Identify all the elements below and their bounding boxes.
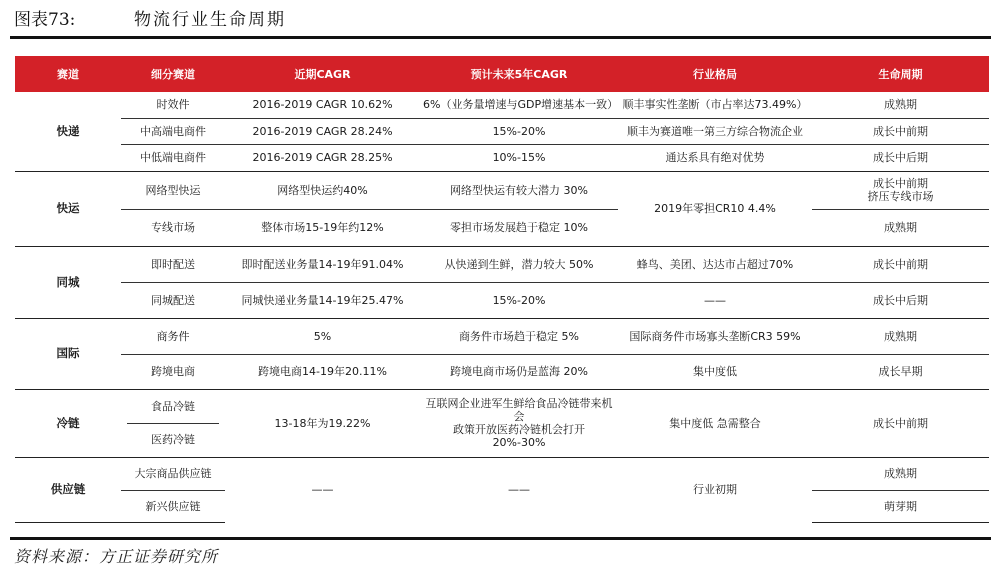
structure-cell: 行业初期 bbox=[693, 483, 737, 497]
future-line: 互联网企业进军生鲜给食品冷链带来机会 bbox=[425, 397, 613, 423]
table-row bbox=[15, 209, 989, 246]
table-row bbox=[15, 171, 989, 209]
lifecycle-cell: 成长中前期 bbox=[812, 246, 989, 282]
lifecycle-cell: 成熟期 bbox=[812, 209, 989, 246]
lifecycle-cell: 成长中后期 bbox=[812, 282, 989, 318]
table-row bbox=[15, 354, 989, 389]
subsegment-cell: 即时配送 bbox=[121, 246, 225, 282]
structure-cell: 顺丰事实性垄断（市占率达73.49%） bbox=[618, 92, 812, 118]
header-future-cagr: 预计未来5年CAGR bbox=[420, 56, 618, 92]
recent-cagr-cell: 整体市场15-19年约12% bbox=[225, 209, 420, 246]
structure-cell: —— bbox=[618, 282, 812, 318]
header-subsegment: 细分赛道 bbox=[121, 56, 225, 92]
header-structure: 行业格局 bbox=[618, 56, 812, 92]
subsegment-cell: 中高端电商件 bbox=[121, 118, 225, 144]
subsegment-cell: 商务件 bbox=[121, 318, 225, 354]
segment-cell: 快递 bbox=[15, 92, 121, 171]
recent-cagr-cell: —— bbox=[311, 483, 334, 497]
header-segment: 赛道 bbox=[15, 56, 121, 92]
subsegment-line: 医药冷链 bbox=[151, 432, 195, 446]
bottom-rule bbox=[10, 537, 991, 540]
future-line: 政策开放医药冷链机会打开 bbox=[453, 423, 585, 436]
recent-cagr-cell: 13-18年为19.22% bbox=[225, 389, 420, 457]
table-row bbox=[15, 318, 989, 354]
future-cagr-cell: 网络型快运有较大潜力 30% bbox=[420, 171, 618, 209]
subsegment-cell: 中低端电商件 bbox=[121, 144, 225, 171]
lifecycle-cell: 成熟期 bbox=[812, 92, 989, 118]
lifecycle-cell: 萌芽期 bbox=[812, 490, 989, 522]
lifecycle-cell bbox=[812, 171, 989, 209]
subsegment-cell: 跨境电商 bbox=[121, 354, 225, 389]
future-cagr-cell: 跨境电商市场仍是蓝海 20% bbox=[420, 354, 618, 389]
subsegment-cell: 新兴供应链 bbox=[121, 490, 225, 522]
table-row bbox=[15, 118, 989, 144]
figure-label: 图表73: bbox=[14, 10, 76, 30]
structure-cell: 顺丰为赛道唯一第三方综合物流企业 bbox=[618, 118, 812, 144]
subsegment-cell: 网络型快运 bbox=[121, 171, 225, 209]
recent-cagr-cell: 网络型快运约40% bbox=[225, 171, 420, 209]
recent-cagr-cell: 跨境电商14-19年20.11% bbox=[225, 354, 420, 389]
segment-cell: 冷链 bbox=[15, 389, 121, 457]
figure-title bbox=[14, 6, 286, 34]
future-cagr-cell: —— bbox=[508, 483, 530, 497]
lifecycle-cell: 成熟期 bbox=[812, 318, 989, 354]
header-row bbox=[15, 56, 989, 92]
table-row bbox=[15, 144, 989, 171]
subsegment-cell: 专线市场 bbox=[121, 209, 225, 246]
table-row bbox=[15, 457, 989, 490]
lifecycle-cell: 成长中前期 bbox=[812, 389, 989, 457]
header-recent-cagr: 近期CAGR bbox=[225, 56, 420, 92]
structure-cell: 蜂鸟、美团、达达市占超过70% bbox=[618, 246, 812, 282]
structure-cell: 集中度低 bbox=[618, 354, 812, 389]
subsegment-line: 食品冷链 bbox=[151, 399, 195, 413]
header-lifecycle: 生命周期 bbox=[812, 56, 989, 92]
future-cagr-cell: 15%-20% bbox=[420, 118, 618, 144]
future-cagr-cell: 15%-20% bbox=[420, 282, 618, 318]
structure-cell: 国际商务件市场寡头垄断CR3 59% bbox=[618, 318, 812, 354]
recent-cagr-cell: 2016-2019 CAGR 28.25% bbox=[225, 144, 420, 171]
subsegment-cell: 大宗商品供应链 bbox=[121, 457, 225, 490]
lifecycle-line: 成长中前期 bbox=[873, 177, 928, 190]
segment-cell: 同城 bbox=[15, 246, 121, 318]
segment-cell: 快运 bbox=[15, 171, 121, 246]
table-row bbox=[15, 282, 989, 318]
recent-cagr-cell: 同城快递业务量14-19年25.47% bbox=[225, 282, 420, 318]
lifecycle-cell: 成长中后期 bbox=[812, 144, 989, 171]
recent-cagr-cell: 即时配送业务量14-19年91.04% bbox=[225, 246, 420, 282]
structure-cell: 2019年零担CR10 4.4% bbox=[618, 171, 812, 246]
recent-cagr-cell: 5% bbox=[225, 318, 420, 354]
table-row bbox=[15, 92, 989, 118]
inner-divider bbox=[127, 423, 219, 424]
lifecycle-cell: 成长中前期 bbox=[812, 118, 989, 144]
future-cagr-cell: 从快递到生鲜，潜力较大 50% bbox=[420, 246, 618, 282]
segment-cell: 国际 bbox=[15, 318, 121, 389]
subsegment-cell: 时效件 bbox=[121, 92, 225, 118]
lifecycle-cell: 成熟期 bbox=[812, 457, 989, 490]
figure-name: 物流行业生命周期 bbox=[134, 10, 286, 30]
recent-cagr-cell: 2016-2019 CAGR 28.24% bbox=[225, 118, 420, 144]
future-cagr-cell: 10%-15% bbox=[420, 144, 618, 171]
lifecycle-table bbox=[15, 56, 989, 523]
source-note: 资料来源：方正证券研究所 bbox=[14, 547, 219, 566]
lifecycle-cell: 成长早期 bbox=[812, 354, 989, 389]
table-row bbox=[15, 246, 989, 282]
future-line: 20%-30% bbox=[492, 436, 546, 449]
subsegment-cell: 同城配送 bbox=[121, 282, 225, 318]
future-cagr-cell bbox=[420, 389, 618, 457]
lifecycle-line: 挤压专线市场 bbox=[867, 190, 934, 203]
recent-cagr-cell: 2016-2019 CAGR 10.62% bbox=[225, 92, 420, 118]
structure-cell: 通达系具有绝对优势 bbox=[618, 144, 812, 171]
table-row bbox=[15, 389, 989, 457]
future-cagr-cell: 零担市场发展趋于稳定 10% bbox=[420, 209, 618, 246]
structure-cell: 集中度低 急需整合 bbox=[618, 389, 812, 457]
subsegment-cell bbox=[121, 389, 225, 457]
segment-cell: 供应链 bbox=[15, 457, 121, 522]
top-rule bbox=[10, 36, 991, 39]
future-cagr-cell: 商务件市场趋于稳定 5% bbox=[420, 318, 618, 354]
future-cagr-cell: 6%（业务量增速与GDP增速基本一致） bbox=[420, 92, 618, 118]
